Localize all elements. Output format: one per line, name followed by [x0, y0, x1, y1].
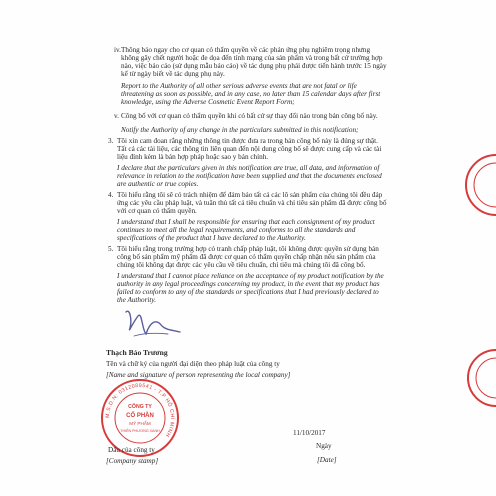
handwritten-signature [120, 300, 190, 342]
item-4-label: 4. [108, 191, 114, 199]
signer-name: Thạch Bảo Trương [106, 348, 168, 357]
item-v-vietnamese: Công bố với cơ quan có thẩm quyền khi có bất cứ sự thay đổi nào trong bản công bố này. [121, 112, 378, 120]
item-4-vietnamese: Tôi hiểu rằng tôi sẽ có trách nhiệm để đảm bảo tất cả các lô sản phẩm của chúng tôi đều đáp ứng các yêu cầu pháp luật, và tuân thủ tất cả tiêu chuẩn và chỉ tiêu sản phẩm đã được công bố với cơ quan có thẩm quyền. [117, 191, 387, 215]
item-v-label: v. [114, 112, 119, 120]
item-5-english: I understand that I cannot place reliance on the acceptance of my product notification by the authority in any legal proceedings concerning my product, in the event that my product has failed to conform to any of the standards or specifications that I had previously declared to the Authority. [117, 272, 384, 304]
item-v-english: Notify the Authority of any change in the particulars submitted in this notification; [121, 126, 359, 134]
item-3-vietnamese: Tôi xin cam đoan rằng những thông tin được đưa ra trong bản công bố này là đúng sự thật. Tất cả các tài liệu, các thông tin liên quan đến nội dung công bố sẽ được cung cấp và các tài liệu đính kèm là bản hợp pháp hoặc sao y bản chính. [117, 137, 382, 161]
item-5-vietnamese: Tôi hiểu rằng trong trường hợp có tranh chấp pháp luật, tôi không được quyền sử dụng bản công bố sản phẩm mỹ phẩm đã được cơ quan có thẩm quyền chấp nhận nếu sản phẩm của chúng tôi không đạt được các yêu cầu về tiêu chuẩn, chỉ tiêu mà chúng tôi đã công bố. [117, 245, 379, 269]
date-value: 11/10/2017 [293, 429, 326, 437]
partial-stamp-right-top [448, 150, 496, 220]
item-3-english: I declare that the particulars given in this notification are true, all data, and information of relevance in relation to the notification have been supplied and that the documents enclosed are authentic or true copies. [117, 164, 382, 188]
item-iv-label: iv. [114, 46, 121, 54]
signer-caption-vietnamese: Tên và chữ ký của người đại diện theo pháp luật của công ty [106, 360, 280, 368]
stamp-ring-text: M.S.D.N: 0312089541 - T.P HỒ CHÍ MINH [104, 382, 176, 439]
item-5-label: 5. [108, 245, 114, 253]
company-stamp-label-english: [Company stamp] [106, 457, 159, 465]
item-3-label: 3. [108, 137, 114, 145]
item-iv-english: Report to the Authority of all other serious adverse events that are not fatal or life threatening as soon as possible, and in any case, no later than 15 calendar days after first knowledge, using the Adverse Cosmetic Event Report Form; [121, 82, 381, 106]
stamp-line-3: MỸ PHẨM [129, 421, 151, 426]
partial-stamp-right-bottom [450, 345, 496, 411]
stamp-line-1: CÔNG TY [128, 404, 152, 410]
date-label-vietnamese: Ngày [316, 442, 332, 450]
date-label-english: [Date] [317, 456, 337, 464]
item-iv-vietnamese: Thông báo ngay cho cơ quan có thẩm quyền về các phản ứng phụ nghiêm trọng nhưng không gây chết người hoặc đe dọa đến tính mạng của sản phẩm và trong bất cứ trường hợp nào, việc báo cáo (sử dụng mẫu báo cáo) về tác dụng phụ phải được tiến hành trước 15 ngày kể từ ngày biết về tác dụng phụ này. [121, 46, 387, 78]
stamp-line-4: THIÊN PHƯƠNG XANH [120, 429, 160, 433]
stamp-line-2: CỔ PHẦN [126, 413, 154, 419]
company-stamp-label-vietnamese: Dấu của công ty [108, 446, 155, 454]
item-4-english: I understand that I shall be responsible for ensuring that each consignment of my product continues to meet all the legal requirements, and conforms to all the standards and specifications of the product that I have declared to the Authority. [117, 218, 375, 242]
signer-caption-english: [Name and signature of person representing the local company] [106, 371, 291, 379]
